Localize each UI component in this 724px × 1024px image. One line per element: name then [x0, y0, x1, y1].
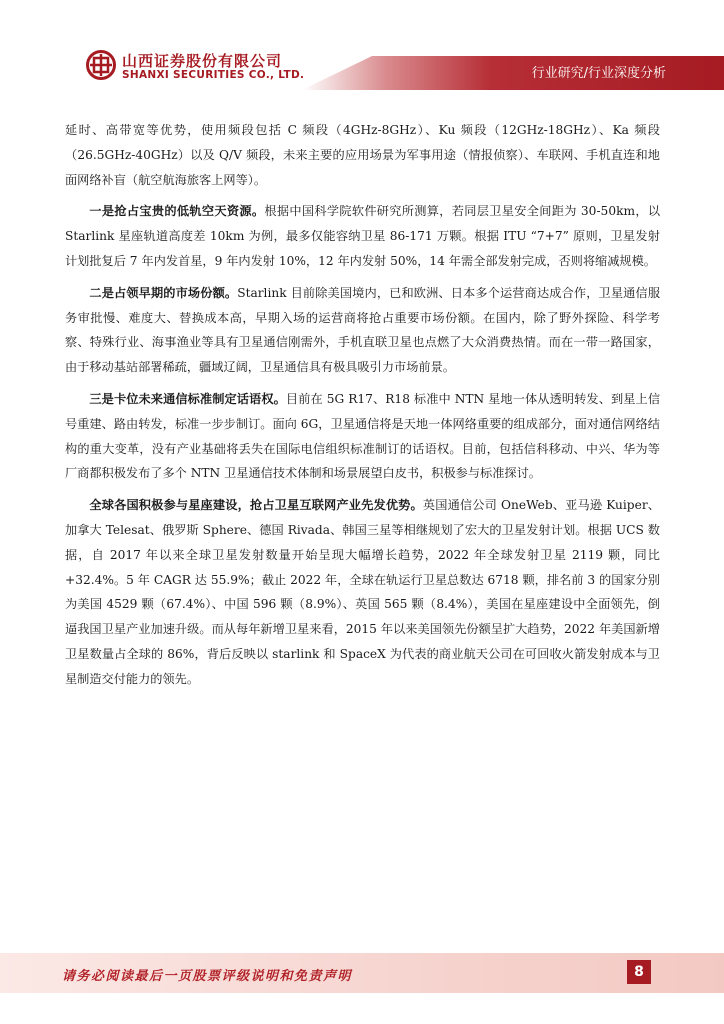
disclaimer-notice: 请务必阅读最后一页股票评级说明和免责声明 — [62, 969, 353, 984]
paragraph — [65, 387, 660, 486]
paragraph-heading: 三是卡位未来通信标准制定话语权。 — [89, 391, 286, 406]
report-body — [65, 118, 660, 699]
page-header — [0, 0, 724, 100]
paragraph — [65, 281, 660, 380]
paragraph-heading: 全球各国积极参与星座建设，抢占卫星互联网产业先发优势。 — [89, 498, 423, 513]
shanxi-securities-logo-icon — [86, 50, 116, 80]
paragraph — [65, 118, 660, 192]
paragraph-text: Starlink 目前除美国境内，已和欧洲、日本多个运营商达成合作，卫星通信服务审批慢、难度大、替换成本高，早期入场的运营商将抢占重要市场份额。在国内，除了野外探险、科学考察、特殊行业、海事渔业等具有卫星通信刚需外，手机直联卫星也点燃了大众消费热情。而在一带一路国家，由于移动基站部署稀疏，疆域辽阔，卫星通信具有极具吸引力市场前景。 — [65, 285, 661, 375]
paragraph-text: 延时、高带宽等优势，使用频段包括 C 频段（4GHz-8GHz）、Ku 频段（12GHz-18GHz）、Ka 频段（26.5GHz-40GHz）以及 Q/V 频段，未来主要的应用场景为军事用途（情报侦察）、车联网、手机直连和地面网络补盲（航空航海旅客上网等）。 — [65, 123, 660, 187]
paragraph — [65, 199, 660, 273]
paragraph — [65, 493, 660, 691]
company-name-cn: 山西证券股份有限公司 — [122, 52, 283, 70]
paragraph-heading: 一是抢占宝贵的低轨空天资源。 — [89, 204, 265, 219]
paragraph-text: 目前在 5G R17、R18 标准中 NTN 星地一体从透明转发、到星上信号重建、路由转发，标准一步步制订。面向 6G，卫星通信将是天地一体网络重要的组成部分，面对通信网络结构的重大变革，没有产业基础将丢失在国际电信组织标准制订的话语权。目前，包括信科移动、中兴、华为等厂商都积极发布了多个 NTN 卫星通信技术体制和场景展望白皮书，积极参与标准探讨。 — [65, 391, 661, 481]
paragraph-text: 根据中国科学院软件研究所测算，若同层卫星安全间距为 30-50km，以 Starlink 星座轨道高度差 10km 为例，最多仅能容纳卫星 86-171 万颗。根据 ITU “7+7” 原则，卫星发射计划批复后 7 年内发首星，9 年内发射 10%，12 年内发射 50%，14 年需全部发射完成，否则将缩减规模。 — [65, 204, 661, 268]
company-name-en: SHANXI SECURITIES CO., LTD. — [122, 69, 305, 81]
paragraph-text: 英国通信公司 OneWeb、亚马逊 Kuiper、加拿大 Telesat、俄罗斯 Sphere、德国 Rivada、韩国三星等相继规划了宏大的卫星发射计划。根据 UCS 数据，自 2017 年以来全球卫星发射数量开始呈现大幅增长趋势，2022 年全球发射卫星 2119 颗，同比+32.4%。5 年 CAGR 达 55.9%；截止 2022 年，全球在轨运行卫星总数达 6718 颗，排名前 3 的国家分别为美国 4529 颗（67.4%）、中国 596 颗（8.9%）、英国 565 颗（8.4%），美国在星座建设中全面领先，倒逼我国卫星产业加速升级。而从每年新增卫星来看，2015 年以来美国领先份额呈扩大趋势，2022 年美国新增卫星数量占全球的 86%，背后反映以 starlink 和 SpaceX 为代表的商业航天公司在可回收火箭发射成本与卫星制造交付能力的领先。 — [65, 498, 660, 686]
page-number: 8 — [627, 960, 651, 984]
page-footer — [0, 953, 724, 993]
paragraph-heading: 二是占领早期的市场份额。 — [89, 285, 238, 300]
report-category: 行业研究/行业深度分析 — [531, 66, 666, 81]
